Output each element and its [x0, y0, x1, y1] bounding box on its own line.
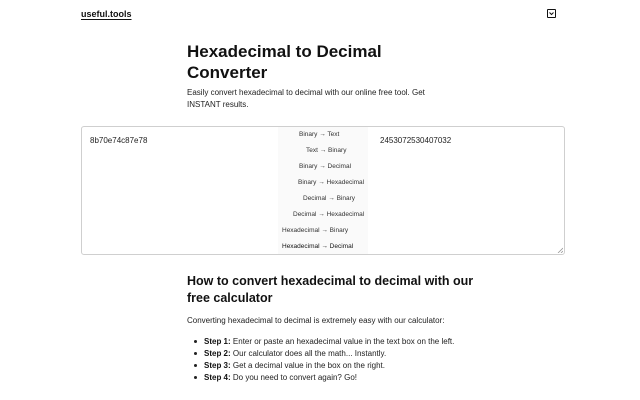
mode-option-binary-to-decimal[interactable]: Binary → Decimal — [299, 163, 352, 170]
mode-option-hexadecimal-to-decimal[interactable]: Hexadecimal → Decimal — [282, 243, 354, 250]
step-text: Enter or paste an hexadecimal value in the text box on the left. — [232, 337, 455, 346]
mode-option-binary-to-text[interactable]: Binary → Text — [299, 131, 340, 138]
steps-list — [193, 336, 463, 384]
mode-option-decimal-to-hexadecimal[interactable]: Decimal → Hexadecimal — [293, 211, 365, 218]
bullet-icon — [194, 376, 197, 379]
hex-input-field[interactable] — [82, 127, 274, 254]
step-label: Step 1: — [204, 337, 231, 346]
how-to-intro: Converting hexadecimal to decimal is extremely easy with our calculator: — [187, 316, 445, 325]
list-item — [193, 372, 463, 384]
step-text: Our calculator does all the math... Instantly. — [232, 349, 387, 358]
step-label: Step 2: — [204, 349, 231, 358]
list-item — [193, 348, 463, 360]
output-box — [372, 127, 564, 254]
bullet-icon — [194, 364, 197, 367]
decimal-output-field[interactable] — [372, 127, 564, 254]
step-text: Get a decimal value in the box on the right. — [232, 361, 385, 370]
mode-option-binary-to-hexadecimal[interactable]: Binary → Hexadecimal — [298, 179, 365, 186]
top-bar — [0, 0, 640, 30]
page-intro: Easily convert hexadecimal to decimal with our online free tool. Get INSTANT results. — [187, 88, 425, 109]
list-item — [193, 336, 463, 348]
conversion-mode-list — [278, 127, 368, 254]
list-item — [193, 360, 463, 372]
mode-option-hexadecimal-to-binary[interactable]: Hexadecimal → Binary — [282, 227, 349, 234]
page-title: Hexadecimal to Decimal Converter — [187, 42, 382, 82]
input-box — [82, 127, 274, 254]
step-text: Do you need to convert again? Go! — [232, 373, 357, 382]
step-label: Step 3: — [204, 361, 231, 370]
bullet-icon — [194, 340, 197, 343]
bullet-icon — [194, 352, 197, 355]
converter-panel — [81, 126, 565, 255]
how-to-heading: How to convert hexadecimal to decimal with our free calculator — [187, 274, 474, 305]
theme-toggle-button[interactable] — [547, 9, 556, 18]
site-logo-link[interactable]: useful.tools — [81, 9, 132, 19]
mode-option-text-to-binary[interactable]: Text → Binary — [306, 147, 347, 154]
mode-option-decimal-to-binary[interactable]: Decimal → Binary — [303, 195, 356, 202]
step-label: Step 4: — [204, 373, 231, 382]
resize-grip-icon[interactable] — [557, 247, 563, 253]
chevron-down-icon — [548, 10, 555, 17]
